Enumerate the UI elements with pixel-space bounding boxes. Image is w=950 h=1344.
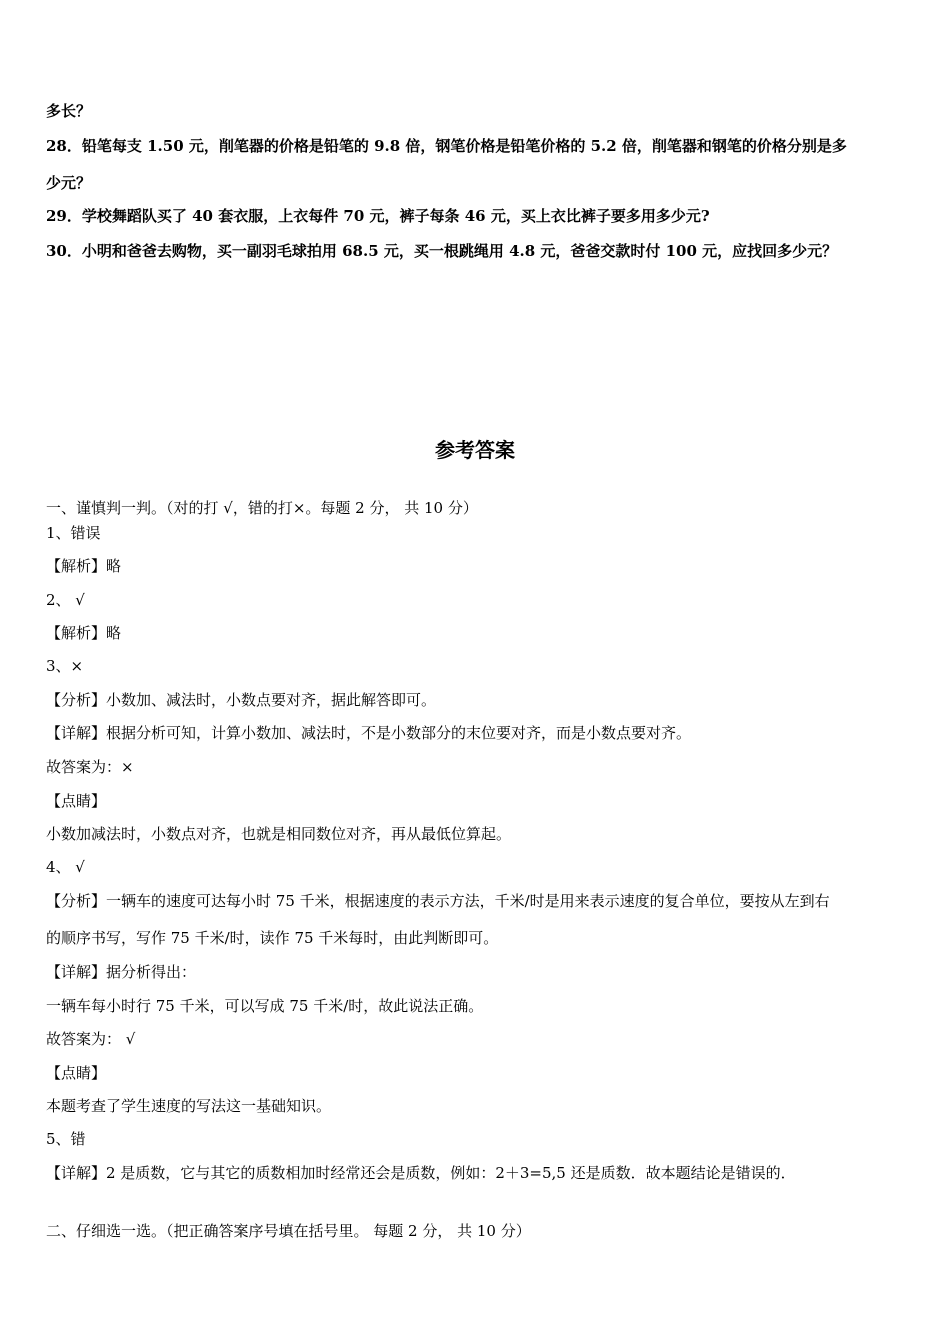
answer-line: 2、 √ [46,591,85,609]
section-heading: 一、谨慎判一判。（对的打 √，错的打×。每题 2 分， 共 10 分） [46,499,478,517]
question-line: 多长？ [46,102,92,120]
question-28: 28．铅笔每支 1.50 元，削笔器的价格是铅笔的 9.8 倍，钢笔价格是铅笔价格的 5.2 倍，削笔器和钢笔的价格分别是多 [46,137,847,155]
question-30: 30．小明和爸爸去购物，买一副羽毛球拍用 68.5 元，买一根跳绳用 4.8 元，爸爸交款时付 100 元，应找回多少元？ [46,242,838,260]
answer-line: 3、× [46,657,84,675]
answer-line: 【点睛】 [46,792,107,810]
answer-line: 【解析】略 [46,624,122,642]
answer-line: 【分析】小数加、减法时，小数点要对齐，据此解答即可。 [46,691,437,709]
answer-line: 本题考查了学生速度的写法这一基础知识。 [46,1097,332,1115]
question-line: 少元？ [46,174,92,192]
answer-line: 【详解】根据分析可知，计算小数加、减法时，不是小数部分的末位要对齐，而是小数点要对齐。 [46,724,692,742]
answers-title: 参考答案 [435,438,515,462]
answer-line: 【点睛】 [46,1064,107,1082]
answer-line: 4、 √ [46,858,85,876]
answer-line: 【分析】一辆车的速度可达每小时 75 千米，根据速度的表示方法，千米/时是用来表示速度的复合单位，要按从左到右 [46,892,830,910]
answer-line: 小数加减法时，小数点对齐，也就是相同数位对齐，再从最低位算起。 [46,825,512,843]
answer-line: 【详解】据分析得出： [46,963,197,981]
section-heading: 二、仔细选一选。（把正确答案序号填在括号里。 每题 2 分， 共 10 分） [46,1222,531,1240]
answer-line: 一辆车每小时行 75 千米，可以写成 75 千米/时，故此说法正确。 [46,997,484,1015]
answer-line: 故答案为： √ [46,1030,136,1048]
answer-line: 的顺序书写，写作 75 千米/时，读作 75 千米每时，由此判断即可。 [46,929,499,947]
answer-line: 【解析】略 [46,557,122,575]
answer-line: 1、错误 [46,524,101,542]
answer-line: 【详解】2 是质数，它与其它的质数相加时经常还会是质数，例如：2＋3=5,5 还是质数．故本题结论是错误的． [46,1164,796,1182]
answer-line: 5、错 [46,1130,86,1148]
answer-line: 故答案为：× [46,758,134,776]
question-29: 29．学校舞蹈队买了 40 套衣服，上衣每件 70 元，裤子每条 46 元，买上衣比裤子要多用多少元? [46,207,710,225]
